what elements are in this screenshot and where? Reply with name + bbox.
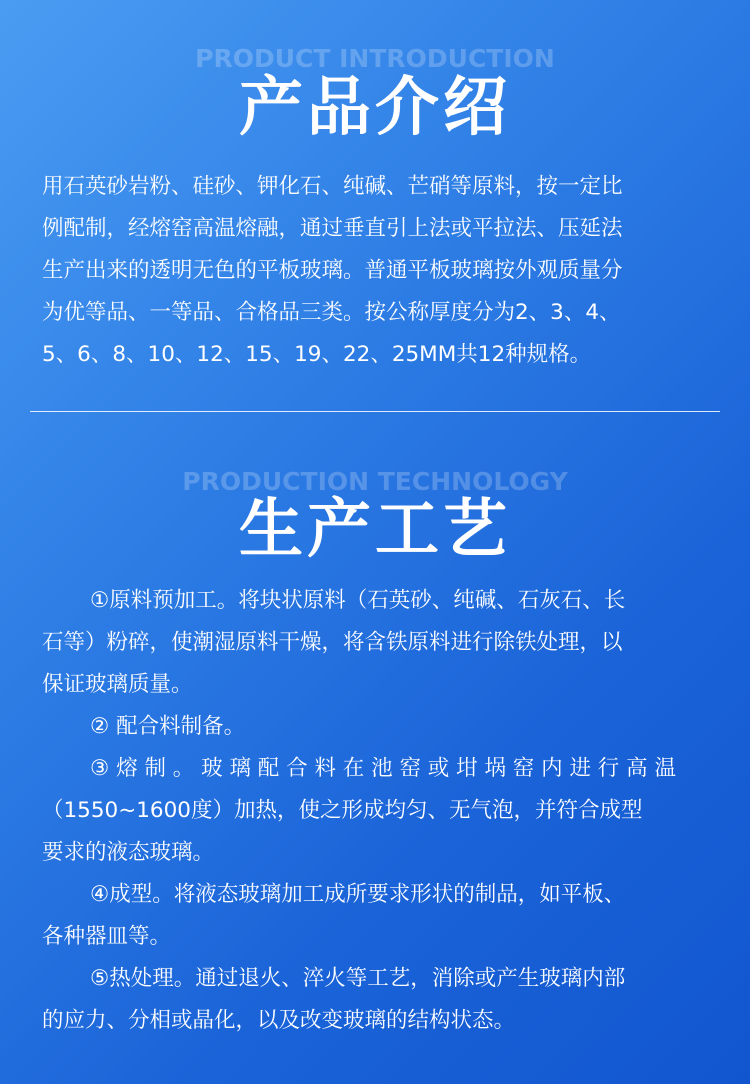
tech-title: 生产工艺: [239, 493, 511, 567]
tech-line: 各种器皿等。: [42, 924, 172, 949]
intro-line: 生产出来的透明无色的平板玻璃。普通平板玻璃按外观质量分: [42, 258, 623, 283]
intro-title: 产品介绍: [239, 71, 511, 145]
intro-line: 为优等品、一等品、合格品三类。按公称厚度分为2、3、4、: [42, 300, 621, 325]
tech-line: 的应力、分相或晶化，以及改变玻璃的结构状态。: [42, 1008, 516, 1033]
tech-line: 保证玻璃质量。: [42, 672, 193, 697]
tech-line: 石等）粉碎，使潮湿原料干燥，将含铁原料进行除铁处理，以: [42, 630, 623, 655]
tech-en-title: PRODUCTION TECHNOLOGY: [182, 467, 568, 496]
tech-paragraph: [42, 580, 712, 1042]
tech-line: 要求的液态玻璃。: [42, 840, 215, 865]
tech-line: （1550~1600度）加热，使之形成均匀、无气泡，并符合成型: [42, 798, 643, 823]
intro-line: 5、6、8、10、12、15、19、22、25MM共12种规格。: [42, 342, 592, 367]
intro-paragraph: [42, 166, 712, 376]
tech-step-5: ⑤热处理。通过退火、淬火等工艺，消除或产生玻璃内部: [90, 966, 626, 991]
tech-step-1: ①原料预加工。将块状原料（石英砂、纯碱、石灰石、长: [90, 588, 626, 613]
section-divider: [30, 411, 720, 412]
tech-step-2: ② 配合料制备。: [90, 714, 246, 739]
intro-line: 用石英砂岩粉、硅砂、钾化石、纯碱、芒硝等原料，按一定比: [42, 174, 623, 199]
tech-step-4: ④成型。将液态玻璃加工成所要求形状的制品，如平板、: [90, 882, 626, 907]
intro-line: 例配制，经熔窑高温熔融，通过垂直引上法或平拉法、压延法: [42, 216, 623, 241]
intro-en-title: PRODUCT INTRODUCTION: [195, 44, 555, 73]
tech-step-3: ③ 熔 制 。 玻 璃 配 合 料 在 池 窑 或 坩 埚 窑 内 进 行 高 温: [90, 756, 676, 781]
